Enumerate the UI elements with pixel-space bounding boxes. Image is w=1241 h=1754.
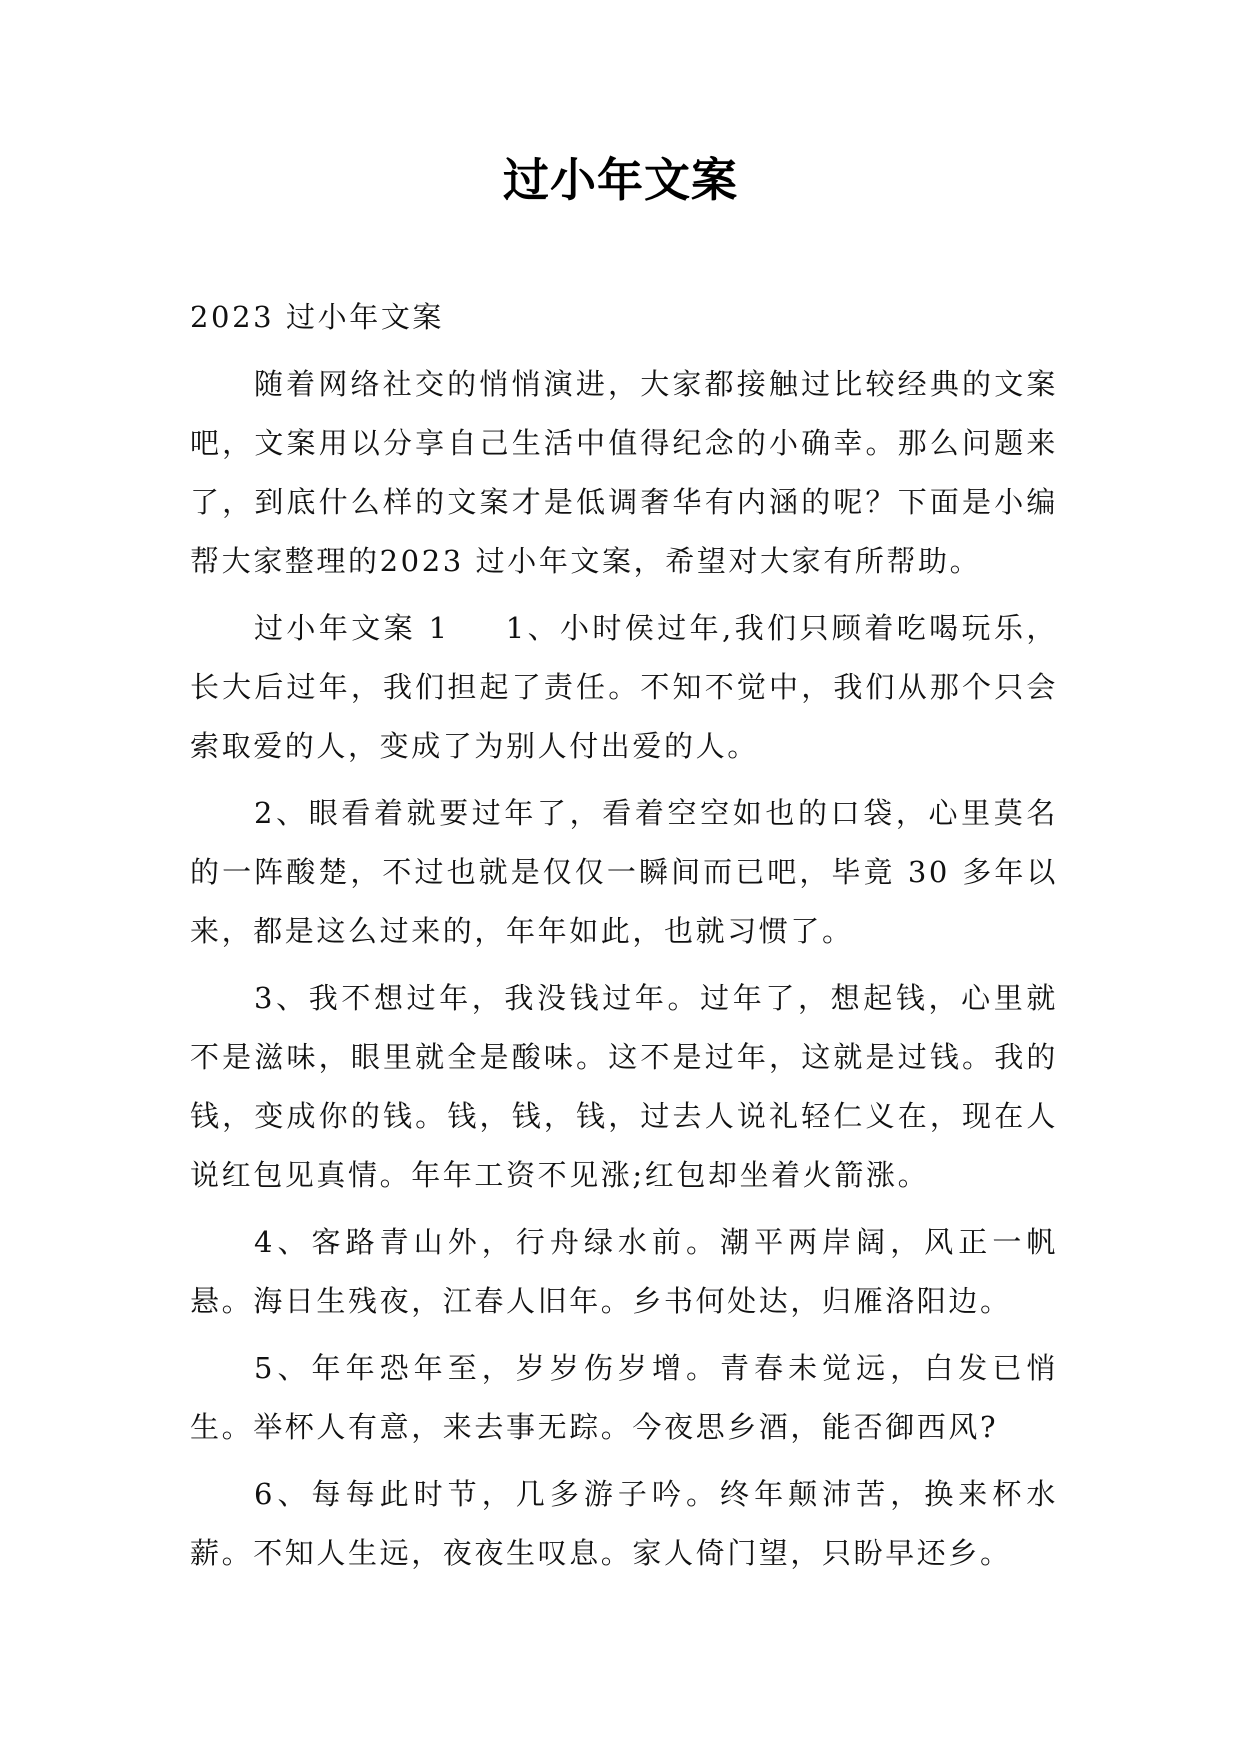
document-title: 过小年文案	[503, 153, 738, 207]
item-paragraph-1	[190, 599, 1058, 776]
item-paragraph-6: 6、每每此时节，几多游子吟。终年颠沛苦，换来杯水薪。不知人生远，夜夜生叹息。家人倚门望，只盼早还乡。	[190, 1477, 1058, 1570]
item-paragraph-2: 2、眼看着就要过年了，看着空空如也的口袋，心里莫名的一阵酸楚，不过也就是仅仅一瞬间而已吧，毕竟 30 多年以来，都是这么过来的，年年如此，也就习惯了。	[190, 796, 1058, 948]
document-body	[190, 288, 1058, 1583]
item-paragraph-5: 5、年年恐年至，岁岁伤岁增。青春未觉远，白发已悄生。举杯人有意，来去事无踪。今夜思乡酒，能否御西风?	[190, 1351, 1058, 1444]
section-heading: 过小年文案 1	[254, 611, 450, 645]
document-subtitle: 2023 过小年文案	[190, 300, 445, 334]
item-paragraph-3: 3、我不想过年，我没钱过年。过年了，想起钱，心里就不是滋味，眼里就全是酸味。这不是过年，这就是过钱。我的钱，变成你的钱。钱，钱，钱，过去人说礼轻仁义在，现在人说红包见真情。年年工资不见涨;红包却坐着火箭涨。	[190, 981, 1058, 1192]
intro-paragraph: 随着网络社交的悄悄演进，大家都接触过比较经典的文案吧，文案用以分享自己生活中值得纪念的小确幸。那么问题来了，到底什么样的文案才是低调奢华有内涵的呢？下面是小编帮大家整理的2023 过小年文案，希望对大家有所帮助。	[190, 367, 1058, 578]
item-paragraph-4: 4、客路青山外，行舟绿水前。潮平两岸阔，风正一帆悬。海日生残夜，江春人旧年。乡书何处达，归雁洛阳边。	[190, 1225, 1058, 1318]
item-text: 1、小时侯过年,我们只顾着吃喝玩乐，长大后过年，我们担起了责任。不知不觉中，我们从那个只会索取爱的人，变成了为别人付出爱的人。	[190, 611, 1058, 763]
